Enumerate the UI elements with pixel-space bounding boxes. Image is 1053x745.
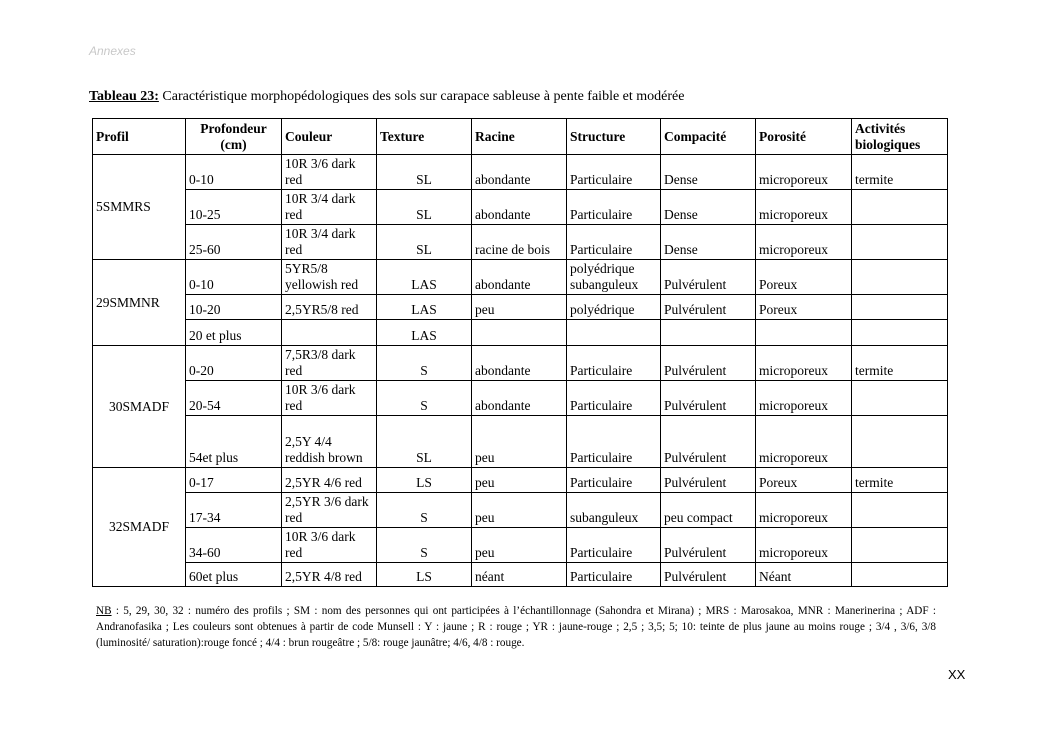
table-row — [93, 260, 948, 295]
profil-cell: 32SMADF — [93, 468, 186, 587]
table-row — [93, 190, 948, 225]
column-header: Texture — [377, 119, 472, 155]
column-header: Profondeur (cm) — [186, 119, 282, 155]
table-cell: 20 et plus — [186, 320, 282, 346]
table-cell: peu — [472, 295, 567, 320]
column-header: Compacité — [661, 119, 756, 155]
table-cell: peu — [472, 528, 567, 563]
table-cell: Particulaire — [567, 190, 661, 225]
table-cell: microporeux — [756, 528, 852, 563]
table-cell: abondante — [472, 260, 567, 295]
table-cell: peu — [472, 468, 567, 493]
caption-text: Caractéristique morphopédologiques des sols sur carapace sableuse à pente faible et modérée — [158, 89, 685, 104]
table-cell — [852, 320, 948, 346]
table-cell: subanguleux — [567, 493, 661, 528]
caption-label: Tableau 23: — [89, 89, 159, 104]
note-label: NB — [96, 605, 112, 617]
table-cell: termite — [852, 346, 948, 381]
table-cell: Particulaire — [567, 563, 661, 587]
table-cell: 5YR5/8 yellowish red — [282, 260, 377, 295]
table-cell: Pulvérulent — [661, 416, 756, 468]
table-row — [93, 381, 948, 416]
table-row — [93, 416, 948, 468]
table-cell: 10-25 — [186, 190, 282, 225]
table-cell: LS — [377, 468, 472, 493]
table-cell: Particulaire — [567, 381, 661, 416]
table-cell: 25-60 — [186, 225, 282, 260]
table-cell: Particulaire — [567, 155, 661, 190]
table-cell: Pulvérulent — [661, 260, 756, 295]
table-cell: 2,5YR 4/6 red — [282, 468, 377, 493]
table-cell: Pulvérulent — [661, 468, 756, 493]
table-caption — [89, 89, 684, 105]
table-cell: S — [377, 528, 472, 563]
table-row — [93, 320, 948, 346]
table-cell — [852, 528, 948, 563]
table-cell: microporeux — [756, 493, 852, 528]
column-header: Racine — [472, 119, 567, 155]
profil-cell: 29SMMNR — [93, 260, 186, 346]
table-cell: microporeux — [756, 416, 852, 468]
column-header: Profil — [93, 119, 186, 155]
table-note — [96, 603, 936, 651]
column-header: Porosité — [756, 119, 852, 155]
table-cell: abondante — [472, 346, 567, 381]
table-cell: Néant — [756, 563, 852, 587]
table-cell — [852, 493, 948, 528]
table-cell: 0-20 — [186, 346, 282, 381]
table-row — [93, 295, 948, 320]
table-cell — [661, 320, 756, 346]
table-cell: SL — [377, 225, 472, 260]
table-cell: Particulaire — [567, 528, 661, 563]
table-cell: 60et plus — [186, 563, 282, 587]
table-cell: termite — [852, 155, 948, 190]
page-number: XX — [948, 667, 966, 682]
table-cell — [852, 260, 948, 295]
table-cell: Pulvérulent — [661, 563, 756, 587]
table-cell: 2,5YR5/8 red — [282, 295, 377, 320]
table-cell — [756, 320, 852, 346]
table-header-row — [93, 119, 948, 155]
table-row — [93, 468, 948, 493]
table-cell — [852, 190, 948, 225]
table-cell — [282, 320, 377, 346]
table-cell: LAS — [377, 260, 472, 295]
table-cell: 10-20 — [186, 295, 282, 320]
table-cell: néant — [472, 563, 567, 587]
table-row — [93, 563, 948, 587]
table-cell — [852, 225, 948, 260]
table-cell: peu — [472, 493, 567, 528]
table-row — [93, 493, 948, 528]
table-row — [93, 528, 948, 563]
table-cell: 0-10 — [186, 260, 282, 295]
table-cell: LAS — [377, 320, 472, 346]
table-cell: termite — [852, 468, 948, 493]
table-cell: 0-10 — [186, 155, 282, 190]
table-cell: S — [377, 493, 472, 528]
table-cell: peu — [472, 416, 567, 468]
table-cell: 2,5Y 4/4 reddish brown — [282, 416, 377, 468]
table-cell: Dense — [661, 225, 756, 260]
table-cell: racine de bois — [472, 225, 567, 260]
column-header: Activités biologiques — [852, 119, 948, 155]
table-cell: Pulvérulent — [661, 346, 756, 381]
table-cell: 10R 3/4 dark red — [282, 225, 377, 260]
table-cell — [472, 320, 567, 346]
note-text: : 5, 29, 30, 32 : numéro des profils ; SM : nom des personnes qui ont participées à l’échantillonnage (Sahondra et Mirana) ; MRS : Marosakoa, MNR : Manerinerina ; ADF : Andranofasika ; Les couleurs sont obtenues à partir de code Munsell : Y : jaune ; R : rouge ; YR : jaune-rouge ; 2,5 ; 3,5; 5; 10: teinte de plus jaune au moins rouge ; 3/4 , 3/6, 3/8 (luminosité/ saturation):rouge foncé ; 4/4 : brun rougeâtre ; 5/8: rouge jaunâtre; 4/6, 4/8 : rouge. — [96, 605, 936, 649]
table-cell: 10R 3/6 dark red — [282, 381, 377, 416]
table-cell — [852, 381, 948, 416]
table-cell: peu compact — [661, 493, 756, 528]
table-cell: Pulvérulent — [661, 381, 756, 416]
table-cell: 10R 3/6 dark red — [282, 155, 377, 190]
table-cell: LS — [377, 563, 472, 587]
table-cell: 10R 3/6 dark red — [282, 528, 377, 563]
table-cell: 0-17 — [186, 468, 282, 493]
table-cell: Pulvérulent — [661, 528, 756, 563]
table-row — [93, 346, 948, 381]
table-cell: abondante — [472, 381, 567, 416]
table-cell: abondante — [472, 155, 567, 190]
table-row — [93, 225, 948, 260]
table-cell: microporeux — [756, 381, 852, 416]
table-cell: SL — [377, 155, 472, 190]
table-cell — [852, 295, 948, 320]
table-cell: LAS — [377, 295, 472, 320]
table-cell: SL — [377, 416, 472, 468]
table-cell — [852, 416, 948, 468]
table-cell: S — [377, 346, 472, 381]
table-cell — [852, 563, 948, 587]
table-cell: Dense — [661, 190, 756, 225]
table-cell: Dense — [661, 155, 756, 190]
running-header: Annexes — [89, 44, 136, 58]
table-cell: Particulaire — [567, 416, 661, 468]
table-cell: polyédrique — [567, 295, 661, 320]
table-cell: 2,5YR 3/6 dark red — [282, 493, 377, 528]
table-cell: S — [377, 381, 472, 416]
profil-cell: 5SMMRS — [93, 155, 186, 260]
table-cell — [567, 320, 661, 346]
table-cell: Poreux — [756, 468, 852, 493]
table-cell: microporeux — [756, 155, 852, 190]
table-cell: polyédrique subanguleux — [567, 260, 661, 295]
table-row — [93, 155, 948, 190]
table-cell: 2,5YR 4/8 red — [282, 563, 377, 587]
column-header: Couleur — [282, 119, 377, 155]
table-cell: abondante — [472, 190, 567, 225]
table-cell: Poreux — [756, 260, 852, 295]
table-cell: Particulaire — [567, 225, 661, 260]
table-cell: Particulaire — [567, 468, 661, 493]
table-cell: microporeux — [756, 225, 852, 260]
table-cell: SL — [377, 190, 472, 225]
table-cell: Particulaire — [567, 346, 661, 381]
table-cell: 34-60 — [186, 528, 282, 563]
table-cell: 17-34 — [186, 493, 282, 528]
table-cell: microporeux — [756, 346, 852, 381]
column-header: Structure — [567, 119, 661, 155]
table-cell: microporeux — [756, 190, 852, 225]
table-cell: 54et plus — [186, 416, 282, 468]
profil-cell: 30SMADF — [93, 346, 186, 468]
soil-characteristics-table — [92, 118, 948, 587]
table-cell: 7,5R3/8 dark red — [282, 346, 377, 381]
table-cell: 20-54 — [186, 381, 282, 416]
table-cell: Poreux — [756, 295, 852, 320]
table-cell: Pulvérulent — [661, 295, 756, 320]
table-cell: 10R 3/4 dark red — [282, 190, 377, 225]
